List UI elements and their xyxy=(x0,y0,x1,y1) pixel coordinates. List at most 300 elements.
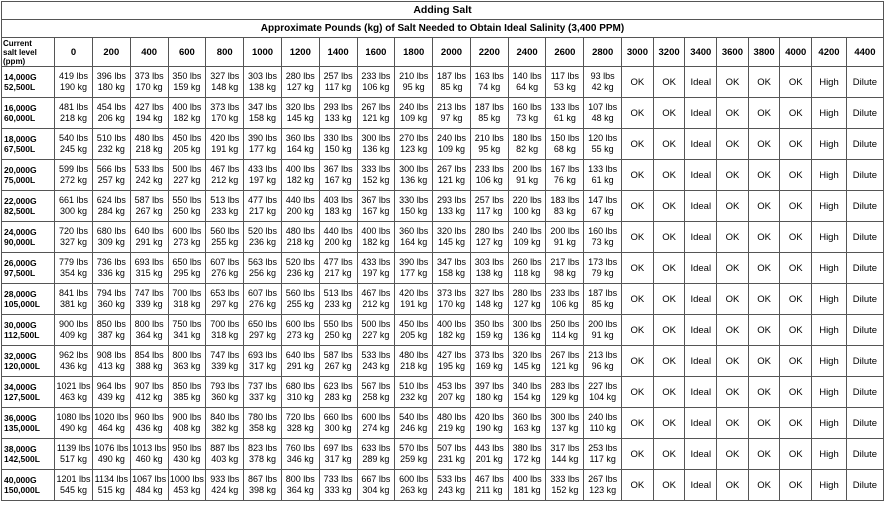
amount-lbs: 850 lbs xyxy=(96,319,126,329)
column-header: 0 xyxy=(55,38,93,67)
status-cell: OK xyxy=(622,470,654,501)
amount-cell xyxy=(357,377,395,408)
amount-kg: 258 kg xyxy=(362,392,390,402)
amount-cell xyxy=(92,408,130,439)
row-label-gallons: 32,000G xyxy=(4,351,37,361)
amount-cell xyxy=(55,253,93,284)
amount-kg: 106 kg xyxy=(362,82,390,92)
amount-lbs: 510 lbs xyxy=(399,381,429,391)
amount-cell xyxy=(508,222,546,253)
amount-lbs: 213 lbs xyxy=(588,350,618,360)
amount-kg: 341 kg xyxy=(173,330,201,340)
amount-kg: 76 kg xyxy=(553,175,576,185)
amount-kg: 127 kg xyxy=(286,82,314,92)
amount-lbs: 330 lbs xyxy=(323,133,353,143)
amount-kg: 318 kg xyxy=(173,299,201,309)
amount-cell xyxy=(55,408,93,439)
amount-cell xyxy=(546,439,584,470)
column-header: 1800 xyxy=(395,38,433,67)
row-label-gallons: 16,000G xyxy=(4,103,37,113)
amount-cell xyxy=(55,67,93,98)
status-cell: High xyxy=(812,439,847,470)
amount-cell xyxy=(508,160,546,191)
amount-lbs: 453 lbs xyxy=(436,381,466,391)
amount-cell xyxy=(357,346,395,377)
amount-lbs: 962 lbs xyxy=(59,350,89,360)
amount-cell xyxy=(168,377,206,408)
row-label-gallons: 34,000G xyxy=(4,382,37,392)
amount-lbs: 780 lbs xyxy=(247,412,278,422)
amount-lbs: 330 lbs xyxy=(399,195,429,205)
column-header: 2200 xyxy=(470,38,508,67)
amount-lbs: 650 lbs xyxy=(247,319,278,329)
column-header: 4400 xyxy=(846,38,883,67)
amount-cell xyxy=(244,129,282,160)
status-cell: OK xyxy=(748,191,780,222)
table-title: Adding Salt xyxy=(2,2,884,20)
status-cell: High xyxy=(812,98,847,129)
status-cell: OK xyxy=(653,129,685,160)
row-label xyxy=(2,191,55,222)
amount-kg: 121 kg xyxy=(437,175,465,185)
amount-kg: 273 kg xyxy=(173,237,201,247)
amount-kg: 315 kg xyxy=(135,268,163,278)
amount-kg: 42 kg xyxy=(591,82,614,92)
amount-kg: 195 kg xyxy=(437,361,465,371)
amount-kg: 127 kg xyxy=(475,237,503,247)
status-cell: OK xyxy=(748,315,780,346)
amount-cell xyxy=(546,470,584,501)
amount-cell xyxy=(244,470,282,501)
row-label-liters: 112,500L xyxy=(4,330,40,340)
amount-kg: 170 kg xyxy=(437,299,465,309)
amount-lbs: 400 lbs xyxy=(285,164,315,174)
amount-lbs: 210 lbs xyxy=(399,71,429,81)
amount-cell xyxy=(395,408,433,439)
amount-cell xyxy=(546,67,584,98)
row-label xyxy=(2,470,55,501)
amount-kg: 104 kg xyxy=(589,392,617,402)
amount-cell xyxy=(470,160,508,191)
amount-kg: 144 kg xyxy=(551,454,579,464)
amount-lbs: 187 lbs xyxy=(436,71,466,81)
amount-lbs: 640 lbs xyxy=(285,350,315,360)
amount-lbs: 397 lbs xyxy=(474,381,504,391)
amount-kg: 267 kg xyxy=(324,361,352,371)
amount-kg: 200 kg xyxy=(286,206,314,216)
amount-lbs: 823 lbs xyxy=(247,443,278,453)
amount-cell xyxy=(281,160,319,191)
amount-kg: 291 kg xyxy=(286,361,314,371)
amount-lbs: 747 lbs xyxy=(210,350,240,360)
amount-cell xyxy=(584,67,622,98)
amount-kg: 150 kg xyxy=(400,206,428,216)
amount-lbs: 147 lbs xyxy=(588,195,618,205)
amount-lbs: 173 lbs xyxy=(588,257,618,267)
amount-cell xyxy=(546,160,584,191)
amount-kg: 117 kg xyxy=(324,82,352,92)
amount-lbs: 700 lbs xyxy=(210,319,240,329)
amount-kg: 100 kg xyxy=(513,206,541,216)
amount-cell xyxy=(206,439,244,470)
amount-lbs: 908 lbs xyxy=(96,350,126,360)
status-cell: OK xyxy=(622,408,654,439)
amount-kg: 276 kg xyxy=(211,268,239,278)
amount-lbs: 477 lbs xyxy=(247,195,278,205)
amount-lbs: 480 lbs xyxy=(399,350,429,360)
amount-lbs: 440 lbs xyxy=(323,226,353,236)
amount-cell xyxy=(470,408,508,439)
amount-cell xyxy=(130,377,168,408)
row-label-liters: 120,000L xyxy=(4,361,40,371)
status-cell: OK xyxy=(717,346,749,377)
amount-cell xyxy=(357,67,395,98)
amount-kg: 68 kg xyxy=(553,144,576,154)
amount-kg: 227 kg xyxy=(173,175,201,185)
amount-cell xyxy=(130,129,168,160)
status-cell: OK xyxy=(717,408,749,439)
status-cell: Dilute xyxy=(846,129,883,160)
row-label-gallons: 24,000G xyxy=(4,227,37,237)
amount-lbs: 93 lbs xyxy=(590,71,615,81)
amount-lbs: 1139 lbs xyxy=(56,443,91,453)
amount-lbs: 400 lbs xyxy=(172,102,202,112)
amount-lbs: 133 lbs xyxy=(588,164,618,174)
amount-lbs: 841 lbs xyxy=(59,288,89,298)
amount-kg: 295 kg xyxy=(173,268,201,278)
amount-cell xyxy=(395,129,433,160)
amount-lbs: 320 lbs xyxy=(512,350,542,360)
amount-lbs: 467 lbs xyxy=(210,164,240,174)
amount-kg: 110 kg xyxy=(589,423,616,433)
amount-kg: 327 kg xyxy=(60,237,88,247)
amount-lbs: 907 lbs xyxy=(134,381,164,391)
column-header: 1000 xyxy=(244,38,282,67)
row-label-liters: 52,500L xyxy=(4,82,36,92)
corner-label-line: salt level xyxy=(3,47,37,57)
amount-cell xyxy=(92,439,130,470)
amount-cell xyxy=(357,315,395,346)
amount-lbs: 779 lbs xyxy=(59,257,89,267)
status-cell: OK xyxy=(717,253,749,284)
amount-cell xyxy=(92,67,130,98)
amount-lbs: 240 lbs xyxy=(588,412,618,422)
amount-lbs: 240 lbs xyxy=(399,102,429,112)
amount-lbs: 419 lbs xyxy=(59,71,89,81)
amount-lbs: 570 lbs xyxy=(399,443,429,453)
amount-cell xyxy=(130,222,168,253)
status-cell: Dilute xyxy=(846,346,883,377)
table-subtitle: Approximate Pounds (kg) of Salt Needed to Obtain Ideal Salinity (3,400 PPM) xyxy=(2,20,884,38)
status-cell: High xyxy=(812,129,847,160)
amount-lbs: 540 lbs xyxy=(59,133,89,143)
row-label-gallons: 20,000G xyxy=(4,165,37,175)
status-cell: Ideal xyxy=(685,129,717,160)
amount-kg: 109 kg xyxy=(437,144,465,154)
amount-cell xyxy=(433,408,471,439)
amount-kg: 91 kg xyxy=(516,175,539,185)
amount-lbs: 566 lbs xyxy=(96,164,126,174)
amount-lbs: 253 lbs xyxy=(588,443,618,453)
amount-cell xyxy=(470,67,508,98)
status-cell: Dilute xyxy=(846,191,883,222)
amount-kg: 201 kg xyxy=(475,454,503,464)
amount-lbs: 800 lbs xyxy=(172,350,202,360)
status-cell: OK xyxy=(622,160,654,191)
amount-cell xyxy=(395,284,433,315)
row-label xyxy=(2,377,55,408)
status-cell: Dilute xyxy=(846,67,883,98)
amount-cell xyxy=(395,377,433,408)
amount-lbs: 390 lbs xyxy=(247,133,278,143)
amount-lbs: 510 lbs xyxy=(96,133,126,143)
amount-cell xyxy=(584,408,622,439)
amount-kg: 218 kg xyxy=(135,144,163,154)
amount-cell xyxy=(470,284,508,315)
amount-kg: 413 kg xyxy=(97,361,125,371)
amount-cell xyxy=(281,222,319,253)
amount-cell xyxy=(508,284,546,315)
row-label xyxy=(2,67,55,98)
amount-lbs: 964 lbs xyxy=(96,381,126,391)
row-label-gallons: 36,000G xyxy=(4,413,37,423)
amount-kg: 138 kg xyxy=(248,82,277,92)
amount-cell xyxy=(546,284,584,315)
header-row xyxy=(2,38,884,67)
amount-lbs: 360 lbs xyxy=(399,226,429,236)
amount-cell xyxy=(395,191,433,222)
amount-cell xyxy=(584,160,622,191)
amount-lbs: 440 lbs xyxy=(285,195,315,205)
amount-cell xyxy=(395,222,433,253)
amount-cell xyxy=(395,67,433,98)
table-row xyxy=(2,377,884,408)
status-cell: OK xyxy=(653,67,685,98)
status-cell: Dilute xyxy=(846,253,883,284)
amount-cell xyxy=(357,222,395,253)
amount-lbs: 760 lbs xyxy=(285,443,315,453)
amount-lbs: 600 lbs xyxy=(361,412,391,422)
amount-cell xyxy=(244,315,282,346)
amount-kg: 408 kg xyxy=(173,423,201,433)
amount-kg: 163 kg xyxy=(513,423,541,433)
amount-kg: 158 kg xyxy=(437,268,465,278)
amount-kg: 272 kg xyxy=(60,175,88,185)
status-cell: OK xyxy=(780,315,812,346)
amount-kg: 98 kg xyxy=(553,268,576,278)
amount-lbs: 550 lbs xyxy=(172,195,202,205)
amount-kg: 164 kg xyxy=(286,144,314,154)
status-cell: High xyxy=(812,284,847,315)
status-cell: OK xyxy=(622,67,654,98)
amount-cell xyxy=(584,191,622,222)
amount-cell xyxy=(281,191,319,222)
status-cell: OK xyxy=(748,98,780,129)
amount-kg: 436 kg xyxy=(60,361,88,371)
amount-lbs: 560 lbs xyxy=(285,288,315,298)
status-cell: OK xyxy=(653,98,685,129)
amount-cell xyxy=(244,284,282,315)
amount-cell xyxy=(395,315,433,346)
row-label-gallons: 22,000G xyxy=(4,196,37,206)
amount-lbs: 960 lbs xyxy=(134,412,164,422)
amount-cell xyxy=(92,160,130,191)
table-row xyxy=(2,284,884,315)
amount-kg: 83 kg xyxy=(553,206,576,216)
amount-kg: 245 kg xyxy=(60,144,88,154)
amount-kg: 95 kg xyxy=(402,82,425,92)
table-row xyxy=(2,129,884,160)
amount-kg: 339 kg xyxy=(135,299,163,309)
amount-kg: 206 kg xyxy=(97,113,125,123)
status-cell: Ideal xyxy=(685,408,717,439)
status-cell: OK xyxy=(653,439,685,470)
amount-cell xyxy=(319,408,357,439)
amount-kg: 145 kg xyxy=(513,361,541,371)
amount-lbs: 500 lbs xyxy=(172,164,202,174)
amount-lbs: 533 lbs xyxy=(134,164,164,174)
row-label-gallons: 38,000G xyxy=(4,444,37,454)
amount-lbs: 600 lbs xyxy=(285,319,315,329)
amount-kg: 453 kg xyxy=(173,485,201,495)
amount-lbs: 267 lbs xyxy=(436,164,466,174)
status-cell: OK xyxy=(748,377,780,408)
status-cell: OK xyxy=(622,346,654,377)
amount-cell xyxy=(546,129,584,160)
amount-cell xyxy=(470,222,508,253)
amount-cell xyxy=(281,98,319,129)
amount-cell xyxy=(470,470,508,501)
amount-lbs: 280 lbs xyxy=(474,226,504,236)
amount-kg: 256 kg xyxy=(248,268,277,278)
amount-lbs: 800 lbs xyxy=(134,319,164,329)
status-cell: Ideal xyxy=(685,377,717,408)
amount-cell xyxy=(168,98,206,129)
amount-kg: 337 kg xyxy=(248,392,277,402)
amount-kg: 430 kg xyxy=(173,454,201,464)
amount-cell xyxy=(92,377,130,408)
amount-kg: 191 kg xyxy=(400,299,428,309)
status-cell: OK xyxy=(653,222,685,253)
amount-cell xyxy=(55,129,93,160)
amount-kg: 439 kg xyxy=(97,392,125,402)
table-row xyxy=(2,439,884,470)
amount-cell xyxy=(584,346,622,377)
column-header: 200 xyxy=(92,38,130,67)
amount-lbs: 599 lbs xyxy=(59,164,89,174)
amount-lbs: 200 lbs xyxy=(588,319,618,329)
amount-lbs: 840 lbs xyxy=(210,412,240,422)
amount-kg: 211 kg xyxy=(476,485,503,495)
amount-lbs: 693 lbs xyxy=(134,257,164,267)
amount-cell xyxy=(130,284,168,315)
amount-lbs: 667 lbs xyxy=(361,474,391,484)
amount-lbs: 187 lbs xyxy=(474,102,504,112)
amount-cell xyxy=(168,470,206,501)
amount-kg: 412 kg xyxy=(135,392,163,402)
amount-lbs: 233 lbs xyxy=(550,288,580,298)
amount-lbs: 107 lbs xyxy=(588,102,618,112)
salt-table-container xyxy=(1,1,884,501)
amount-kg: 381 kg xyxy=(60,299,88,309)
amount-cell xyxy=(319,67,357,98)
status-cell: OK xyxy=(622,377,654,408)
corner-label xyxy=(2,38,55,67)
column-header: 2400 xyxy=(508,38,546,67)
status-cell: OK xyxy=(780,346,812,377)
amount-cell xyxy=(357,98,395,129)
status-cell: Dilute xyxy=(846,315,883,346)
status-cell: OK xyxy=(780,253,812,284)
amount-cell xyxy=(546,191,584,222)
status-cell: OK xyxy=(717,470,749,501)
amount-cell xyxy=(206,377,244,408)
amount-kg: 243 kg xyxy=(437,485,465,495)
amount-kg: 136 kg xyxy=(400,175,428,185)
amount-lbs: 333 lbs xyxy=(550,474,580,484)
amount-kg: 318 kg xyxy=(211,330,239,340)
amount-lbs: 427 lbs xyxy=(134,102,164,112)
amount-cell xyxy=(508,439,546,470)
amount-kg: 257 kg xyxy=(97,175,125,185)
corner-label-line: Current xyxy=(3,38,32,48)
amount-kg: 123 kg xyxy=(400,144,428,154)
amount-lbs: 267 lbs xyxy=(588,474,618,484)
amount-cell xyxy=(470,377,508,408)
amount-lbs: 737 lbs xyxy=(247,381,278,391)
status-cell: OK xyxy=(748,129,780,160)
amount-lbs: 733 lbs xyxy=(323,474,353,484)
amount-cell xyxy=(55,439,93,470)
amount-cell xyxy=(470,129,508,160)
status-cell: OK xyxy=(622,129,654,160)
row-label xyxy=(2,129,55,160)
amount-lbs: 697 lbs xyxy=(323,443,353,453)
amount-lbs: 150 lbs xyxy=(550,133,580,143)
amount-cell xyxy=(433,67,471,98)
amount-kg: 79 kg xyxy=(591,268,614,278)
amount-kg: 91 kg xyxy=(591,330,614,340)
column-header: 3800 xyxy=(748,38,780,67)
row-label-gallons: 40,000G xyxy=(4,475,37,485)
amount-lbs: 563 lbs xyxy=(247,257,278,267)
amount-cell xyxy=(55,284,93,315)
amount-lbs: 661 lbs xyxy=(59,195,89,205)
status-cell: OK xyxy=(780,191,812,222)
amount-lbs: 327 lbs xyxy=(210,71,240,81)
amount-lbs: 623 lbs xyxy=(323,381,353,391)
status-cell: OK xyxy=(622,98,654,129)
amount-cell xyxy=(584,129,622,160)
amount-kg: 515 kg xyxy=(97,485,125,495)
amount-cell xyxy=(92,315,130,346)
amount-kg: 464 kg xyxy=(97,423,125,433)
amount-lbs: 373 lbs xyxy=(474,350,504,360)
status-cell: Dilute xyxy=(846,284,883,315)
amount-cell xyxy=(546,377,584,408)
amount-cell xyxy=(92,98,130,129)
amount-cell xyxy=(130,408,168,439)
amount-kg: 190 kg xyxy=(60,82,88,92)
row-label-liters: 97,500L xyxy=(4,268,36,278)
amount-kg: 346 kg xyxy=(286,454,314,464)
amount-kg: 164 kg xyxy=(400,237,428,247)
amount-lbs: 513 lbs xyxy=(323,288,353,298)
table-row xyxy=(2,191,884,222)
amount-kg: 409 kg xyxy=(60,330,88,340)
amount-kg: 95 kg xyxy=(478,144,501,154)
amount-cell xyxy=(584,377,622,408)
